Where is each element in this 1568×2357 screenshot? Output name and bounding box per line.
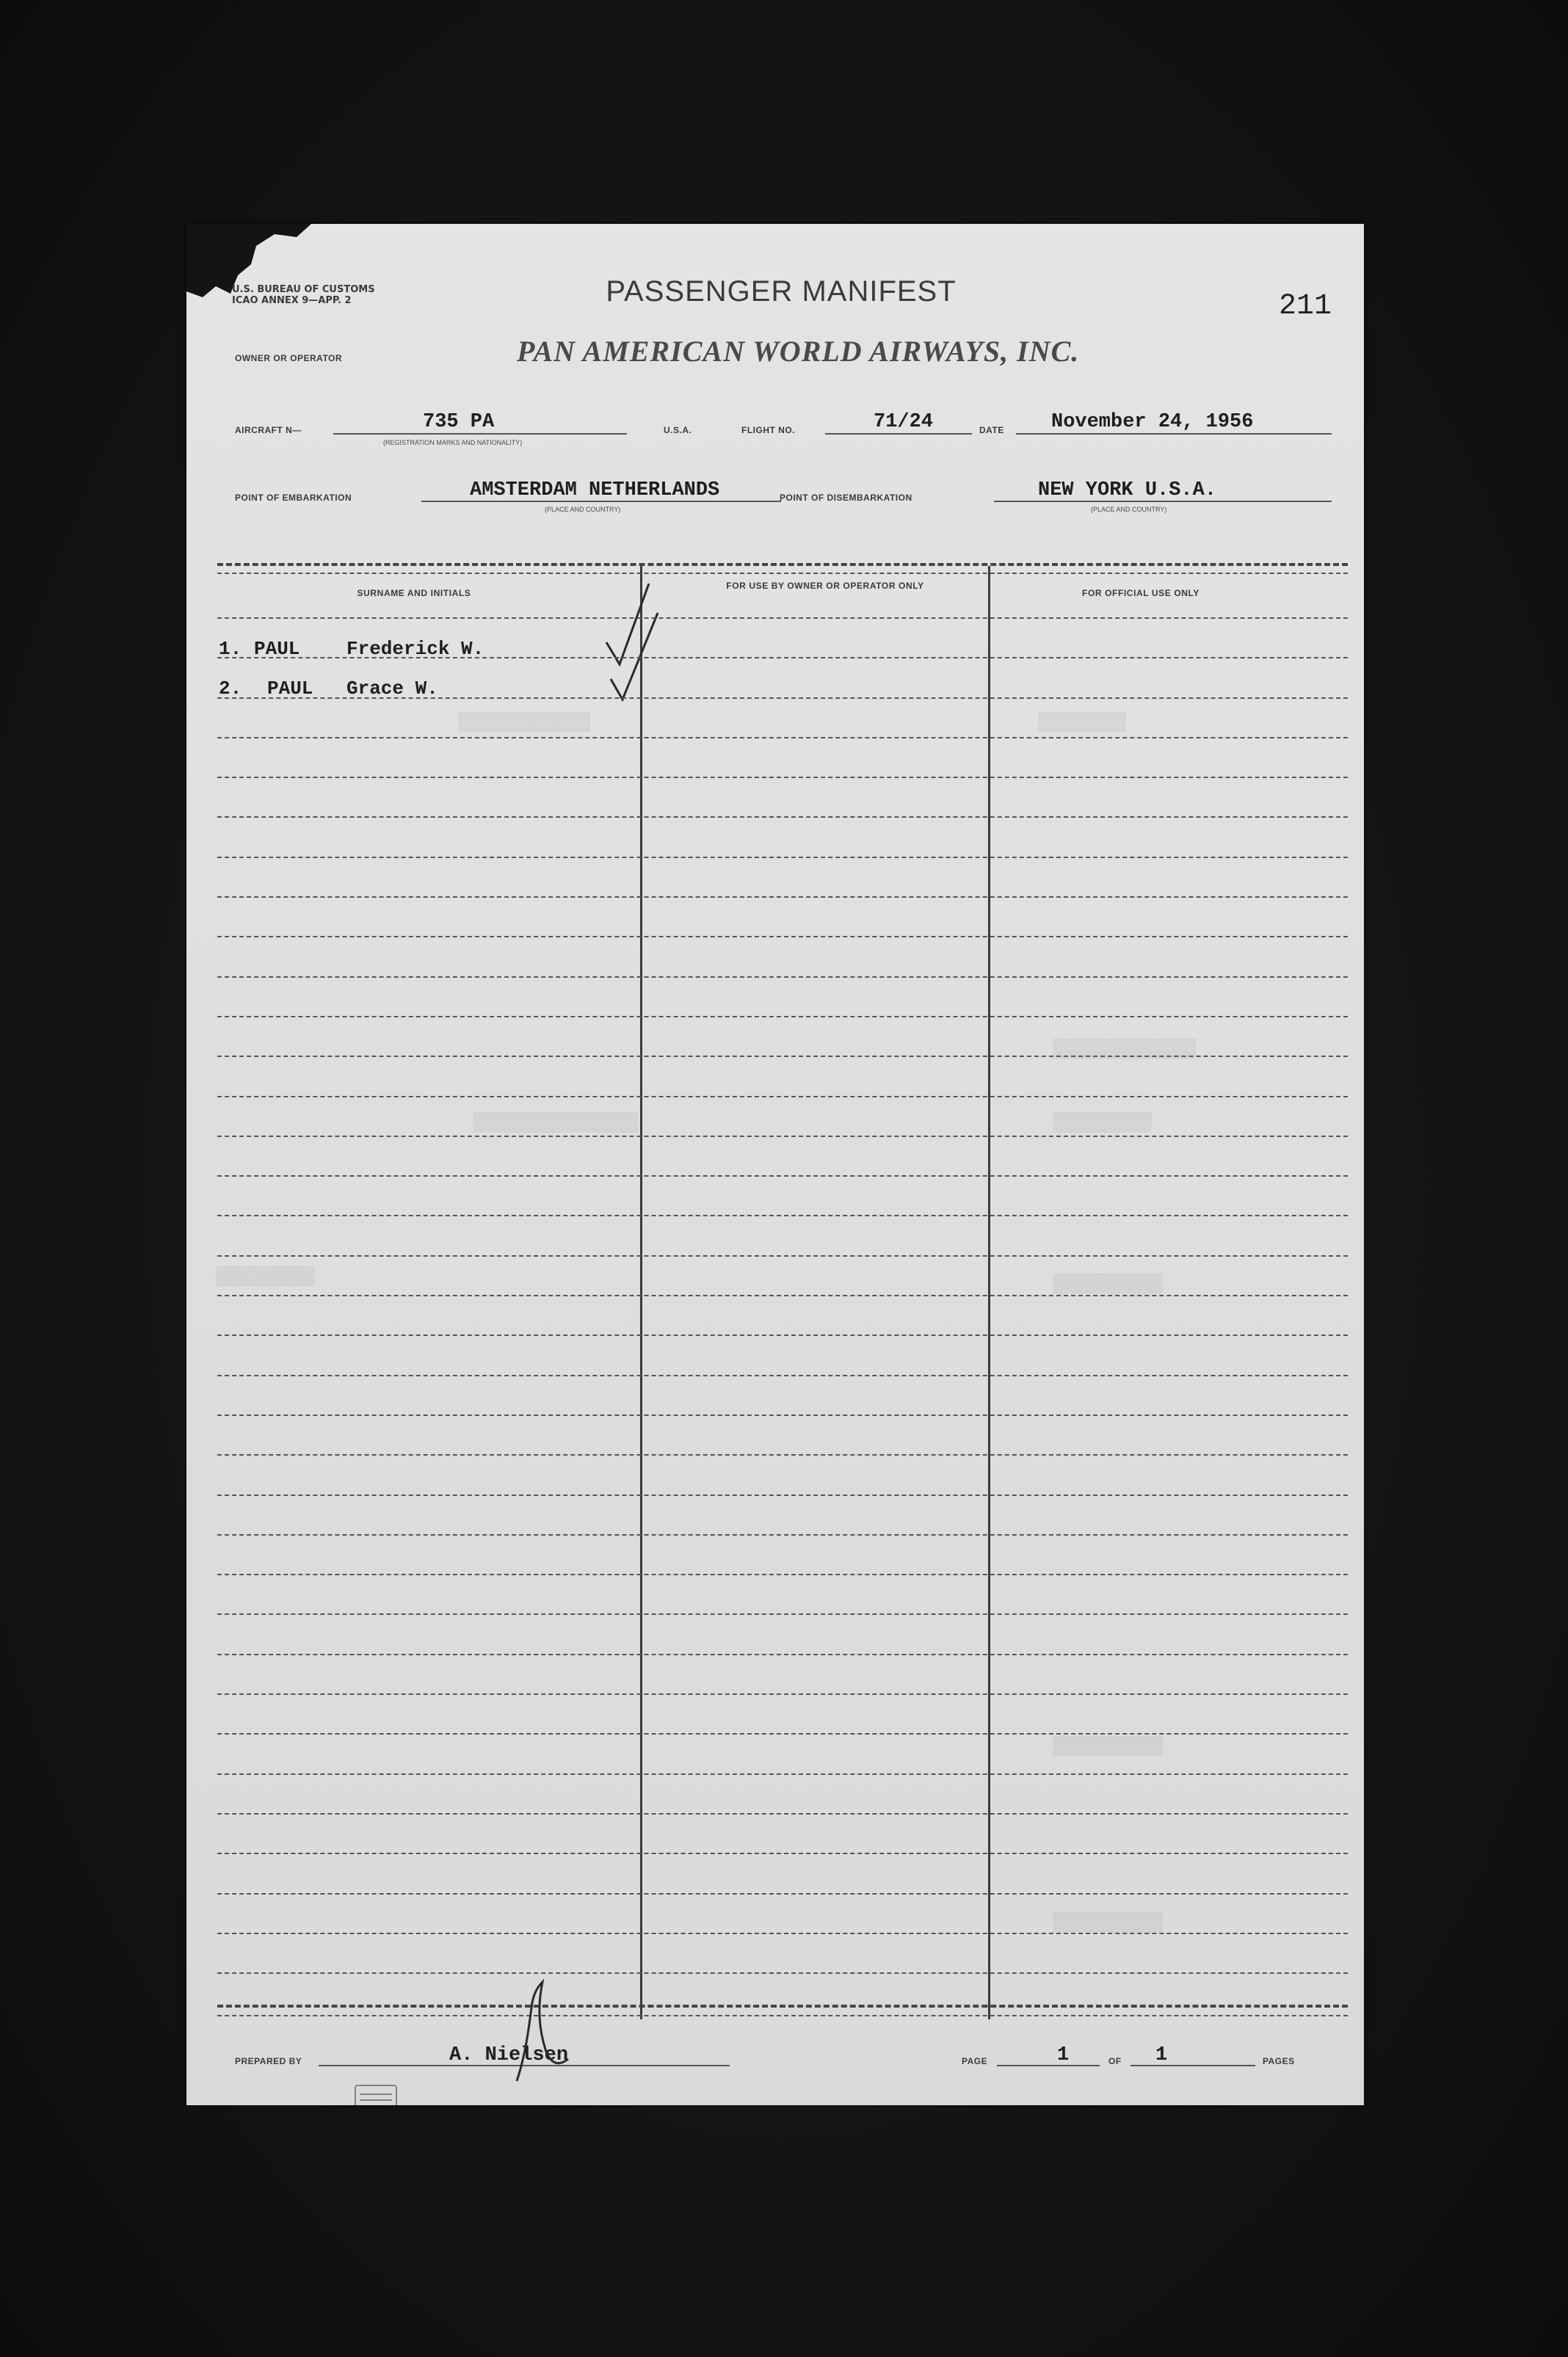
disembarkation-value: NEW YORK U.S.A.: [1038, 479, 1217, 501]
date-value: November 24, 1956: [1051, 411, 1254, 433]
table-row-rule: [217, 697, 1348, 699]
table-top-rule: [217, 563, 1348, 566]
embarkation-value: AMSTERDAM NETHERLANDS: [470, 479, 720, 501]
table-row-rule: [217, 1972, 1348, 1974]
pages-label: PAGES: [1263, 2056, 1295, 2066]
passenger-2-given: Grace W.: [346, 678, 438, 700]
owner-label: OWNER OR OPERATOR: [235, 353, 343, 363]
table-bottom-rule: [217, 2005, 1348, 2008]
table-row-rule: [217, 1136, 1348, 1137]
table-row-rule: [217, 816, 1348, 818]
passenger-1-surname: PAUL: [254, 638, 300, 660]
table-row-rule: [217, 1813, 1348, 1815]
table-row-rule: [217, 1933, 1348, 1934]
table-row-rule: [217, 1295, 1348, 1296]
bleed-through-mark: ▒▒▒▒▒▒▒▒▒▒▒▒▒: [1053, 1039, 1197, 1060]
table-row-rule: [217, 1454, 1348, 1456]
column-divider-1: [640, 566, 642, 2019]
approval-stamp-icon: [354, 2084, 398, 2105]
page-label: PAGE: [962, 2056, 988, 2066]
check-mark-icon: [598, 569, 678, 708]
form-id-line-2: ICAO ANNEX 9—APP. 2: [232, 295, 352, 306]
table-row-rule: [217, 1175, 1348, 1177]
table-row-rule: [217, 1096, 1348, 1097]
table-row-rule: [217, 1853, 1348, 1854]
flight-underline: [825, 433, 972, 435]
header-official-use: FOR OFFICIAL USE ONLY: [1082, 588, 1199, 598]
table-row-rule: [217, 1414, 1348, 1416]
prepared-by-value: A. Nielsen: [449, 2044, 569, 2066]
table-row-rule: [217, 976, 1348, 978]
flight-value: 71/24: [874, 411, 934, 433]
table-row-rule: [217, 1733, 1348, 1735]
table-bottom-rule-2: [217, 2015, 1348, 2016]
usa-label: U.S.A.: [664, 425, 692, 435]
passenger-1-given: Frederick W.: [346, 638, 484, 660]
embarkation-label: POINT OF EMBARKATION: [235, 493, 352, 503]
bleed-through-mark: ▒▒▒▒▒▒▒▒▒: [216, 1266, 316, 1288]
form-id-line-1: U.S. BUREAU OF CUSTOMS: [232, 284, 375, 295]
flight-label: FLIGHT NO.: [741, 425, 795, 435]
of-underline: [1130, 2065, 1255, 2066]
page-value: 1: [1057, 2044, 1070, 2066]
table-row-rule: [217, 1693, 1348, 1695]
passenger-2-surname: PAUL: [267, 678, 313, 700]
table-row-rule: [217, 1773, 1348, 1775]
column-divider-2: [988, 566, 990, 2019]
table-row-rule: [217, 1654, 1348, 1655]
table-row-rule: [217, 1215, 1348, 1216]
table-row-rule: [217, 1534, 1348, 1536]
header-owner-use: FOR USE BY OWNER OR OPERATOR ONLY: [726, 581, 924, 591]
page-underline: [997, 2065, 1100, 2066]
disembarkation-label: POINT OF DISEMBARKATION: [780, 493, 912, 503]
table-row-rule: [217, 737, 1348, 738]
aircraft-value: 735 PA: [423, 411, 495, 433]
form-identifier: [232, 284, 379, 306]
manifest-sheet: [186, 224, 1364, 2105]
table-row-rule: [217, 1334, 1348, 1336]
table-row-rule: [217, 1375, 1348, 1376]
bleed-through-mark: ▒▒▒▒▒▒▒▒▒▒: [1053, 1912, 1164, 1933]
table-row-rule: [217, 1495, 1348, 1496]
sheet-number: 211: [1278, 290, 1332, 323]
table-top-rule-2: [217, 573, 1348, 574]
disembarkation-sublabel: (PLACE AND COUNTRY): [1091, 506, 1167, 513]
date-underline: [1016, 433, 1332, 435]
table-row-rule: [217, 617, 1348, 619]
table-row-rule: [217, 936, 1348, 937]
embarkation-sublabel: (PLACE AND COUNTRY): [545, 506, 621, 513]
header-surname: SURNAME AND INITIALS: [357, 588, 471, 598]
table-row-rule: [217, 1893, 1348, 1895]
bleed-through-mark: ▒▒▒▒▒▒▒▒▒▒▒▒: [458, 712, 591, 733]
prepared-by-label: PREPARED BY: [235, 2056, 302, 2066]
bleed-through-mark: ▒▒▒▒▒▒▒▒▒▒▒▒▒▒▒: [473, 1112, 639, 1133]
table-row-rule: [217, 857, 1348, 858]
table-row-rule: [217, 777, 1348, 778]
table-row-rule: [217, 1016, 1348, 1017]
table-row-rule: [217, 657, 1348, 658]
date-label: DATE: [979, 425, 1004, 435]
bleed-through-mark: ▒▒▒▒▒▒▒▒▒: [1053, 1112, 1153, 1133]
owner-value: PAN AMERICAN WORLD AIRWAYS, INC.: [517, 335, 1080, 368]
document-title: PASSENGER MANIFEST: [606, 275, 957, 308]
table-row-rule: [217, 1613, 1348, 1615]
pages-value: 1: [1155, 2044, 1168, 2066]
of-label: OF: [1108, 2056, 1122, 2066]
table-row-rule: [217, 1255, 1348, 1257]
bleed-through-mark: ▒▒▒▒▒▒▒▒: [1038, 712, 1127, 733]
passenger-1-number: 1.: [219, 638, 242, 660]
aircraft-underline: [333, 433, 627, 435]
passenger-2-number: 2.: [219, 678, 242, 700]
signature-scrawl: [487, 1978, 576, 2088]
table-row-rule: [217, 896, 1348, 898]
bleed-through-mark: ▒▒▒▒▒▒▒▒▒▒: [1053, 1274, 1164, 1295]
aircraft-sublabel: (REGISTRATION MARKS AND NATIONALITY): [383, 439, 523, 446]
table-row-rule: [217, 1056, 1348, 1057]
table-row-rule: [217, 1574, 1348, 1575]
bleed-through-mark: ▒▒▒▒▒▒▒▒▒▒: [1053, 1736, 1164, 1757]
aircraft-label: AIRCRAFT N—: [235, 425, 302, 435]
